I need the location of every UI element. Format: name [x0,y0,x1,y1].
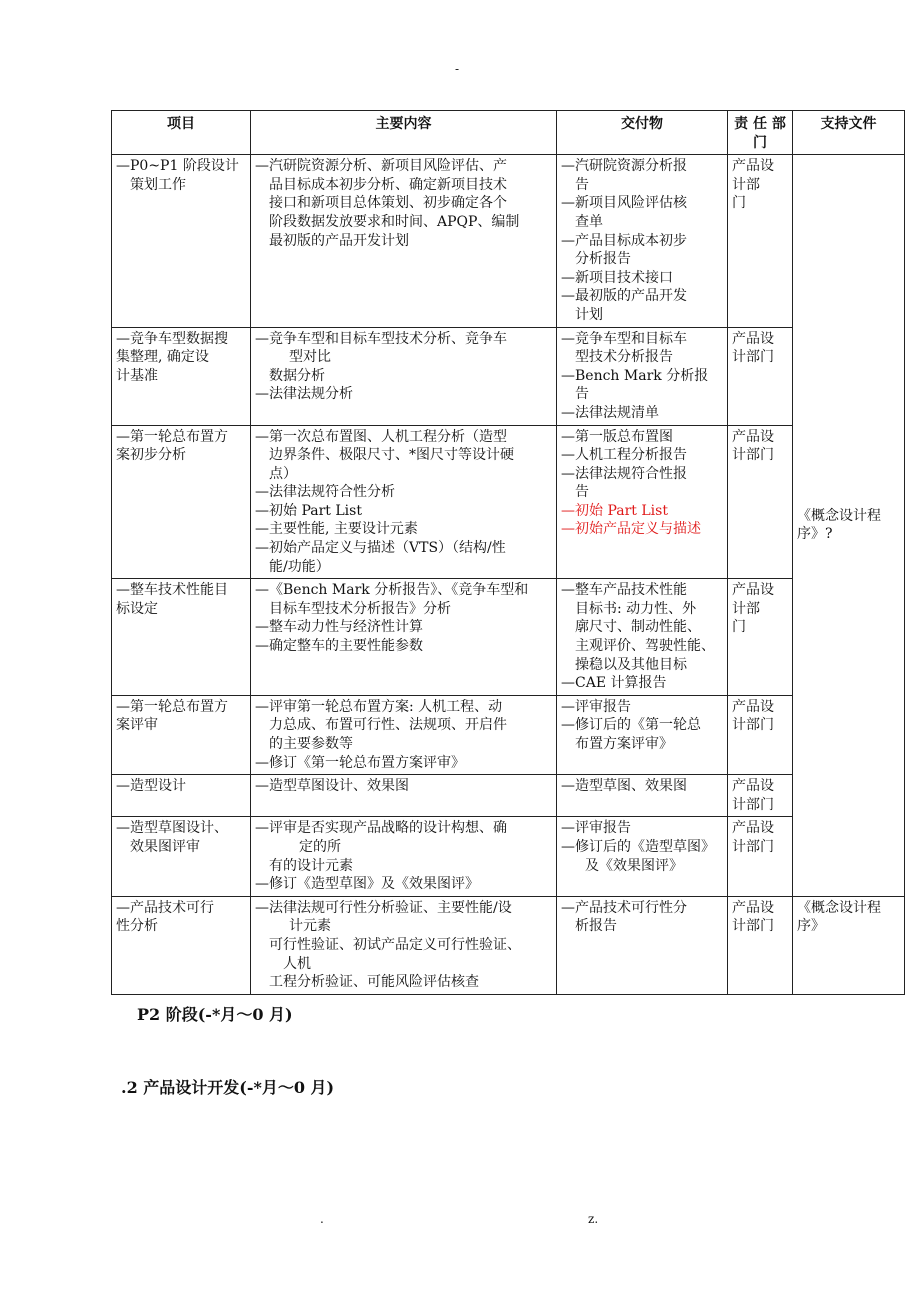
cell-support: 《概念设计程 序》 [793,896,905,994]
section-heading-product-design: .2 产品设计开发(-*月～0 月) [121,1078,335,1097]
cell-dept: 产品设 计部门 [728,425,793,579]
cell-item: —整车技术性能目 标设定 [112,579,251,696]
footer-right-mark: z. [588,1212,599,1226]
header-support: 支持文件 [793,111,905,155]
table-header-row [112,111,905,155]
header-item: 项目 [112,111,251,155]
cell-item: —P0~P1 阶段设计 策划工作 [112,155,251,327]
cell-item: —竞争车型数据搜 集整理, 确定设 计基准 [112,327,251,425]
footer-left-mark: . [320,1212,324,1226]
cell-deliverables: —整车产品技术性能 目标书: 动力性、外 廓尺寸、制动性能、 主观评价、驾驶性能、 操稳以及其他目标 —CAE 计算报告 [557,579,728,696]
cell-deliverables: —造型草图、效果图 [557,775,728,817]
cell-item: —第一轮总布置方 案评审 [112,695,251,774]
header-content: 主要内容 [251,111,557,155]
cell-deliverables: —评审报告 —修订后的《造型草图》 及《效果图评》 [557,817,728,896]
cell-content: —法律法规可行性分析验证、主要性能/设 计元素 可行性验证、初试产品定义可行性验证、 人机 工程分析验证、可能风险评估核查 [251,896,557,994]
cell-support-merged: 《概念设计程 序》? [793,155,905,897]
header-deliverables: 交付物 [557,111,728,155]
cell-dept: 产品设 计部门 [728,817,793,896]
page-header-mark: - [455,62,460,76]
process-table [111,110,905,995]
table-row [112,425,905,579]
cell-dept: 产品设 计部 门 [728,155,793,327]
cell-content: —评审第一轮总布置方案: 人机工程、动 力总成、布置可行性、法规项、开启件 的主要参数等 —修订《第一轮总布置方案评审》 [251,695,557,774]
cell-item: —造型草图设计、 效果图评审 [112,817,251,896]
table-row [112,327,905,425]
cell-deliverables: —评审报告 —修订后的《第一轮总 布置方案评审》 [557,695,728,774]
cell-content: —第一次总布置图、人机工程分析（造型 边界条件、极限尺寸、*图尺寸等设计硬 点） —法律法规符合性分析 —初始 Part List —主要性能, 主要设计元素 —初始产品定义与描述（VTS）（结构/性 能/功能） [251,425,557,579]
table-row [112,896,905,994]
cell-content: —评审是否实现产品战略的设计构想、确 定的所 有的设计元素 —修订《造型草图》及《效果图评》 [251,817,557,896]
table-row [112,579,905,696]
cell-content: —竞争车型和目标车型技术分析、竞争车 型对比 数据分析 —法律法规分析 [251,327,557,425]
table-row [112,155,905,327]
cell-item: —造型设计 [112,775,251,817]
table-row [112,817,905,896]
cell-dept: 产品设 计部门 [728,695,793,774]
cell-deliverables: —产品技术可行性分 析报告 [557,896,728,994]
cell-item: —产品技术可行 性分析 [112,896,251,994]
cell-deliverables: —竞争车型和目标车 型技术分析报告 —Bench Mark 分析报 告 —法律法规清单 [557,327,728,425]
cell-dept: 产品设 计部门 [728,775,793,817]
red-deliverable: —初始 Part List [561,502,668,519]
cell-deliverables: —汽研院资源分析报 告 —新项目风险评估核 查单 —产品目标成本初步 分析报告 —新项目技术接口 —最初版的产品开发 计划 [557,155,728,327]
header-dept: 责 任 部 门 [728,111,793,155]
table-row [112,695,905,774]
cell-deliverables: —第一版总布置图 —人机工程分析报告 —法律法规符合性报 告 —初始 Part List —初始产品定义与描述 [557,425,728,579]
section-heading-p2: P2 阶段(-*月～0 月) [137,1005,293,1024]
cell-content: —造型草图设计、效果图 [251,775,557,817]
cell-item: —第一轮总布置方 案初步分析 [112,425,251,579]
table-row [112,775,905,817]
cell-dept: 产品设 计部门 [728,327,793,425]
cell-content: —《Bench Mark 分析报告》、《竞争车型和 目标车型技术分析报告》分析 —整车动力性与经济性计算 —确定整车的主要性能参数 [251,579,557,696]
cell-content: —汽研院资源分析、新项目风险评估、产 品目标成本初步分析、确定新项目技术 接口和新项目总体策划、初步确定各个 阶段数据发放要求和时间、APQP、编制 最初版的产品开发计划 [251,155,557,327]
cell-dept: 产品设 计部 门 [728,579,793,696]
cell-dept: 产品设 计部门 [728,896,793,994]
red-deliverable: —初始产品定义与描述 [561,521,701,538]
